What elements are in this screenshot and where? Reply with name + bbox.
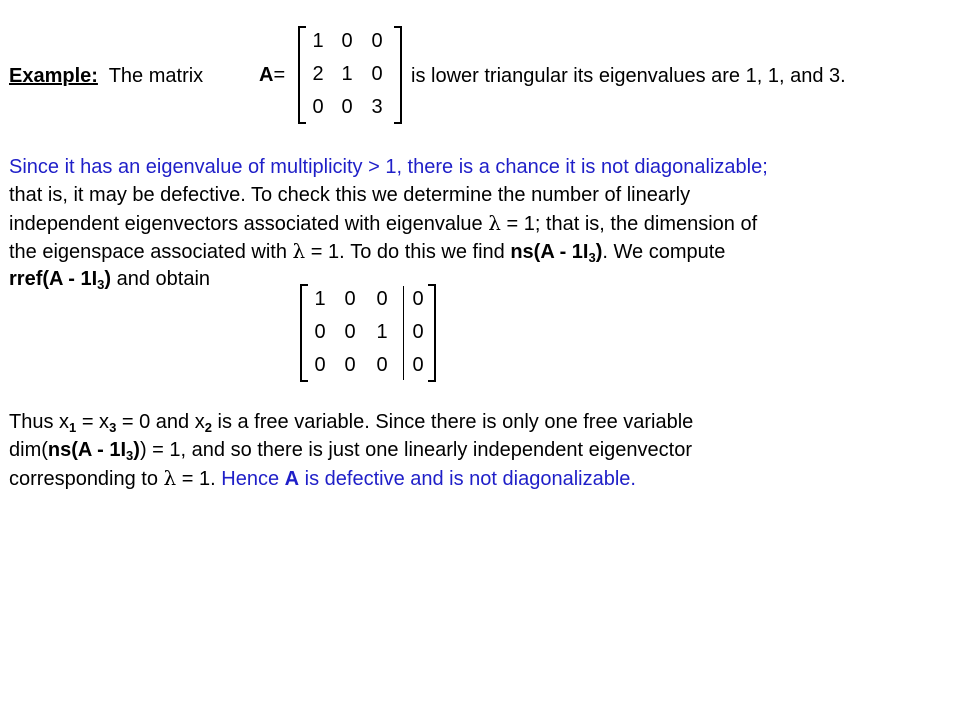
para1-line3 [9,211,757,236]
ns-subscript: 3 [588,250,596,265]
ns-expression-2a: ns(A - 1I [47,439,127,461]
para2-line3a: corresponding to [9,468,164,490]
matrix-a-left-bracket [298,26,306,124]
para1-line4c: . We compute [602,241,726,263]
rref-right-bracket [428,284,436,382]
rref-matrix-cell: 0 [344,354,356,376]
rref-matrix-cell: 0 [376,288,388,310]
matrix-a-label [259,63,285,87]
rref-expression-a: rref(A - 1I [9,268,98,290]
rref-matrix-cell: 0 [344,288,356,310]
example-intro: The matrix [108,65,204,87]
lambda-symbol: λ [292,239,306,263]
para1-line4a: the eigenspace associated with [9,241,293,263]
matrix-a-cell: 0 [371,30,383,52]
matrix-a-cell: 0 [312,96,324,118]
matrix-a-cell: 0 [371,63,383,85]
ns-subscript-2: 3 [126,448,134,463]
para2-line1a: Thus x [9,411,70,433]
para2-line1b: = x [76,411,110,433]
conclusion-defective: is defective and is not diagonalizable. [299,468,636,490]
para2-line3b: = 1. [176,468,222,490]
para2-line2a: dim( [9,439,48,461]
example-line [9,64,203,88]
matrix-a-cell: 1 [341,63,353,85]
rref-matrix-cell: 0 [314,321,326,343]
rref-augment-line [403,286,404,380]
para1-line4b: = 1. To do this we find [305,241,511,263]
matrix-a-right-bracket [394,26,402,124]
matrix-a-cell: 0 [341,96,353,118]
para1-line3a: independent eigenvectors associated with eigenvalue [9,213,489,235]
rref-matrix-cell: 0 [412,288,424,310]
lambda-symbol: λ [163,466,177,490]
ns-expression-2 [48,439,140,461]
para2-line3 [9,466,636,491]
rref-subscript: 3 [97,277,105,292]
para2-line2b: ) = 1, and so there is just one linearly independent eigenvector [139,439,692,461]
ns-expression-b: ) [595,241,603,263]
matrix-a-equals: = [273,64,286,86]
para1-line5 [9,267,210,291]
x1-subscript: 1 [69,420,77,435]
ns-expression-2b: ) [133,439,140,461]
lambda-symbol: λ [488,211,501,235]
rref-expression [9,268,111,290]
para2-line2 [9,438,692,462]
x2-subscript: 2 [204,420,212,435]
para1-line3b: = 1; that is, the dimension of [500,213,758,235]
rref-matrix-cell: 1 [314,288,326,310]
rref-matrix-cell: 1 [376,321,388,343]
rref-matrix-cell: 0 [412,321,424,343]
conclusion [221,468,636,490]
rref-matrix-cell: 0 [412,354,424,376]
rref-matrix-cell: 0 [344,321,356,343]
rref-matrix-cell: 0 [314,354,326,376]
para1-line2: that is, it may be defective. To check this we determine the number of linearly [9,184,691,206]
rref-left-bracket [300,284,308,382]
para1-line1: Since it has an eigenvalue of multiplicity > 1, there is a chance it is not diagonalizable; [9,156,768,178]
matrix-a-cell: 1 [312,30,324,52]
matrix-a [298,26,402,124]
rref-expression-b: ) [104,268,112,290]
rref-matrix [300,284,436,382]
matrix-a-cell: 2 [312,63,324,85]
para2-line1d: is a free variable. Since there is only one free variable [211,411,694,433]
ns-expression [510,241,602,263]
para2-line1 [9,410,693,434]
conclusion-a: A [284,468,300,490]
para2-line1c: = 0 and x [116,411,205,433]
example-label: Example: [9,65,98,87]
conclusion-hence: Hence [221,468,285,490]
para1-line5b: and obtain [111,268,211,290]
para1-line4 [9,239,725,264]
matrix-a-cell: 0 [341,30,353,52]
matrix-a-cell: 3 [371,96,383,118]
ns-expression-a: ns(A - 1I [510,241,589,263]
matrix-a-name: A [259,64,274,86]
rref-matrix-cell: 0 [376,354,388,376]
x3-subscript: 3 [109,420,117,435]
example-after: is lower triangular its eigenvalues are 1, 1, and 3. [411,65,846,87]
